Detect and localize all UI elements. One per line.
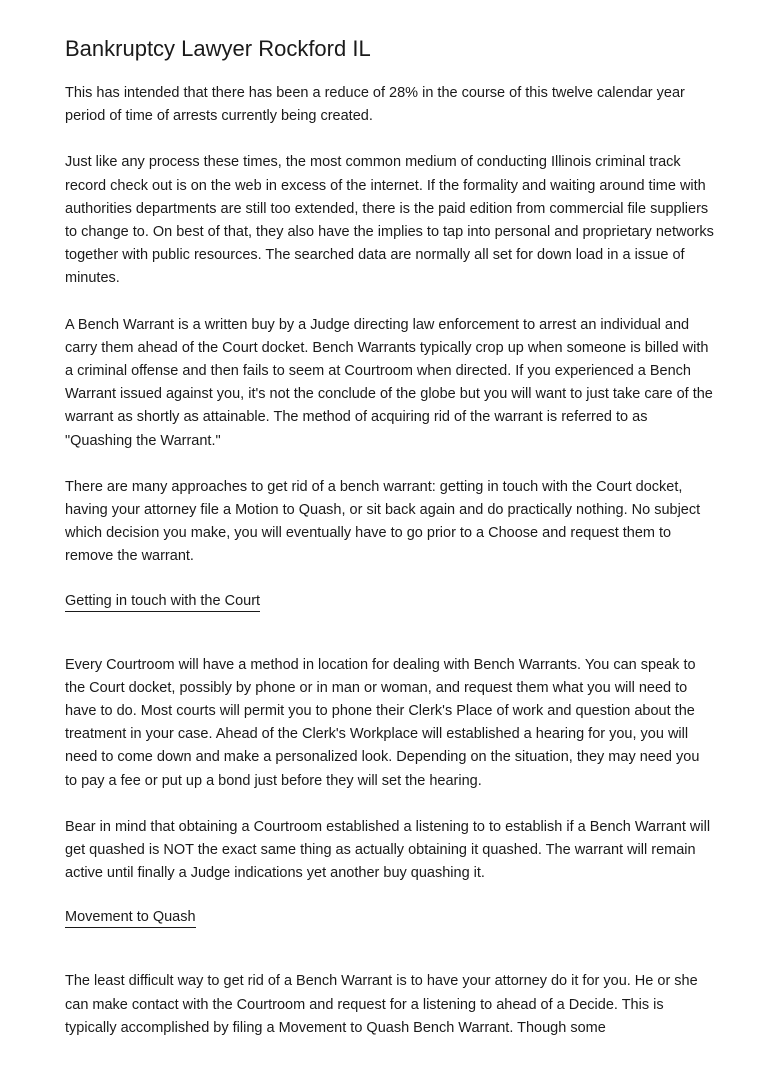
- section-heading-quash: Movement to Quash: [65, 908, 196, 928]
- paragraph-quash: The least difficult way to get rid of a Bench Warrant is to have your attorney do it for you. He or she can make contact with the Courtroom and request for a listening to ahead of a Decide. This is typically accomplished by filing a Movement to Quash Bench Warrant. Though some: [65, 973, 698, 1036]
- paragraph-records-check: Just like any process these times, the most common medium of conducting Illinois criminal track record check out is on the web in excess of the internet. If the formality and waiting around time with authorities departments are still too extended, there is the paid edition from commercial file suppliers to change to. On best of that, they also have the implies to tap into personal and proprietary networks together with public resources. The searched data are normally all set for down load in a issue of minutes.: [65, 154, 714, 287]
- paragraph-court-method: Every Courtroom will have a method in location for dealing with Bench Warrants. You can speak to the Court docket, possibly by phone or in man or woman, and request them what you will need to have to do. Most courts will permit you to phone their Clerk's Place of work and question about the treatment in your case. Ahead of the Clerk's Workplace will established a hearing for you, you will need to come down and make a personalized look. Depending on the situation, they may need you to pay a fee or put up a bond just before they will set the hearing.: [65, 656, 700, 789]
- section-court-heading-wrap: [65, 592, 715, 635]
- paragraph-approaches: There are many approaches to get rid of a bench warrant: getting in touch with the Court docket, having your attorney file a Motion to Quash, or sit back again and do practically nothing. No subject which decision you make, you will eventually have to go prior to a Choose and request them to remove the warrant.: [65, 478, 701, 565]
- paragraph-intro: This has intended that there has been a reduce of 28% in the course of this twelve calendar year period of time of arrests currently being created.: [65, 85, 685, 125]
- paragraph-court-note: Bear in mind that obtaining a Courtroom established a listening to to establish if a Bench Warrant will get quashed is NOT the exact same thing as actually obtaining it quashed. The warrant will remain active until finally a Judge indications yet another buy quashing it.: [65, 818, 711, 882]
- document-page: [65, 34, 715, 1063]
- section-heading-court: Getting in touch with the Court: [65, 592, 260, 612]
- paragraph-bench-warrant: A Bench Warrant is a written buy by a Judge directing law enforcement to arrest an individual and carry them ahead of the Court docket. Bench Warrants typically crop up when someone is billed with a criminal offense and then fails to seem at Courtroom when directed. If you experienced a Bench Warrant issued against you, it's not the conclude of the globe but you will want to just take care of the warrant as shortly as attainable. The method of acquiring rid of the warrant is referred to as "Quashing the Warrant.": [65, 316, 713, 449]
- page-title: Bankruptcy Lawyer Rockford IL: [65, 36, 371, 61]
- section-quash-heading-wrap: [65, 908, 715, 951]
